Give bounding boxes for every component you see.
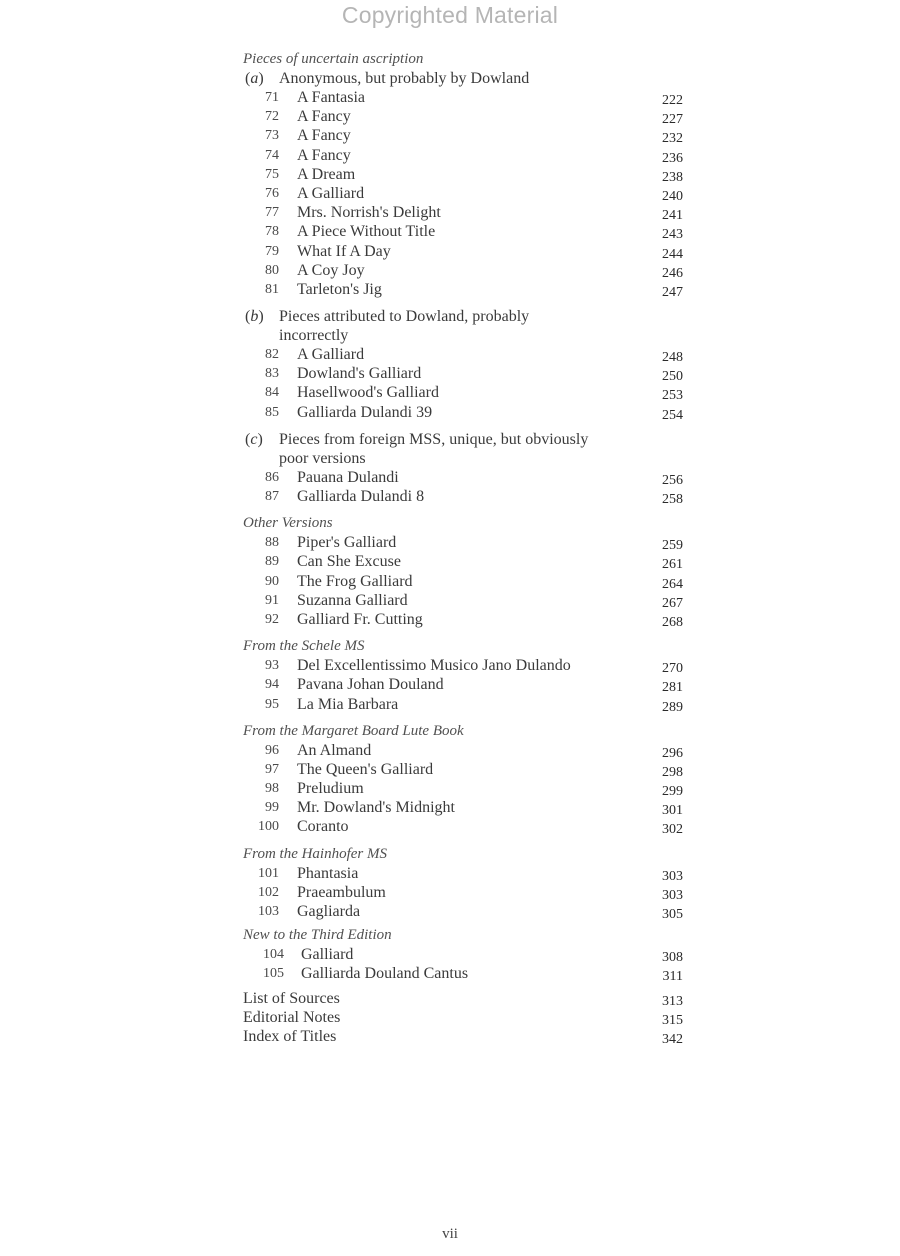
subsection-b-mark: (b) (245, 308, 264, 326)
subsection-a (243, 69, 683, 88)
toc-entry-97[interactable]: 97 The Queen's Galliard 298 (265, 760, 683, 780)
toc-entry-77[interactable]: 77 Mrs. Norrish's Delight 241 (265, 204, 683, 224)
toc-entry-85[interactable]: 85 Galliarda Dulandi 39 254 (265, 403, 683, 423)
subsection-a-title: Anonymous, but probably by Dowland (279, 70, 530, 87)
toc-entry-75[interactable]: 75 A Dream 238 (265, 165, 683, 185)
toc-entry-80[interactable]: 80 A Coy Joy 246 (265, 261, 683, 281)
list-back-matter (243, 989, 683, 1047)
subsection-b (243, 307, 683, 345)
toc-entry-98[interactable]: 98 Preludium 299 (265, 780, 683, 800)
page-number: vii (442, 1226, 458, 1242)
toc-entry-92[interactable]: 92 Galliard Fr. Cutting 268 (265, 610, 683, 630)
toc-entry-95[interactable]: 95 La Mia Barbara 289 (265, 695, 683, 715)
toc-entry-82[interactable]: 82 A Galliard 248 (265, 346, 683, 366)
list-third-edition (243, 945, 683, 983)
section-heading-margaret-board: From the Margaret Board Lute Book (243, 722, 464, 739)
toc-entry-101[interactable]: 101 Phantasia 303 (258, 864, 683, 884)
toc-entry-86[interactable]: 86 Pauana Dulandi 256 (265, 468, 683, 488)
toc-entry-editorial-notes[interactable]: Editorial Notes 315 (243, 1008, 683, 1028)
toc-entry-87[interactable]: 87 Galliarda Dulandi 8 258 (265, 488, 683, 507)
toc-entry-81[interactable]: 81 Tarleton's Jig 247 (265, 280, 683, 300)
subsection-c (243, 430, 683, 468)
toc-entry-76[interactable]: 76 A Galliard 240 (265, 184, 683, 204)
copyright-watermark: Copyrighted Material (341, 2, 559, 28)
toc-entry-102[interactable]: 102 Praeambulum 303 (258, 883, 683, 903)
section-heading-uncertain: Pieces of uncertain ascription (243, 51, 424, 67)
list-hainhofer (243, 864, 683, 922)
subsection-b-title-line2: incorrectly (279, 327, 349, 345)
toc-entry-100[interactable]: 100 Coranto 302 (258, 818, 683, 838)
list-uncertain-b (243, 345, 683, 422)
toc-entry-88[interactable]: 88 Piper's Galliard 259 (265, 534, 683, 554)
toc-entry-83[interactable]: 83 Dowland's Galliard 250 (265, 365, 683, 385)
toc-entry-90[interactable]: 90 The Frog Galliard 264 (265, 572, 683, 592)
subsection-b-title-line1: Pieces attributed to Dowland, probably (279, 308, 530, 326)
subsection-c-mark: (c) (245, 430, 263, 448)
toc-entry-84[interactable]: 84 Hasellwood's Galliard 253 (265, 384, 683, 404)
toc-entry-104[interactable]: 104 Galliard 308 (263, 946, 683, 966)
toc-entry-105[interactable]: 105 Galliarda Douland Cantus 311 (263, 965, 683, 985)
toc-entry-78[interactable]: 78 A Piece Without Title 243 (265, 223, 683, 243)
section-heading-schele: From the Schele MS (243, 638, 365, 655)
toc-entry-79[interactable]: 79 What If A Day 244 (265, 242, 683, 262)
subsection-a-mark: (a) (245, 70, 264, 87)
section-heading-other-versions: Other Versions (243, 515, 333, 532)
list-other-versions (243, 533, 683, 629)
toc-entry-94[interactable]: 94 Pavana Johan Douland 281 (265, 676, 683, 696)
toc-entry-93[interactable]: 93 Del Excellentissimo Musico Jano Dulando 270 (265, 657, 683, 677)
section-heading-hainhofer: From the Hainhofer MS (243, 845, 388, 862)
toc-entry-72[interactable]: 72 A Fancy 227 (265, 108, 683, 128)
table-of-contents (243, 50, 683, 1046)
toc-entry-91[interactable]: 91 Suzanna Galliard 267 (265, 591, 683, 611)
list-margaret-board (243, 741, 683, 837)
subsection-c-title-line2: poor versions (279, 449, 366, 467)
toc-entry-71[interactable]: 71 A Fantasia 222 (265, 89, 683, 108)
toc-entry-index-of-titles[interactable]: Index of Titles 342 (243, 1027, 683, 1047)
list-uncertain-c (243, 468, 683, 506)
list-schele (243, 656, 683, 714)
section-heading-third-edition: New to the Third Edition (243, 927, 392, 944)
toc-entry-74[interactable]: 74 A Fancy 236 (265, 146, 683, 166)
subsection-c-title-line1: Pieces from foreign MSS, unique, but obviously (279, 430, 589, 448)
toc-entry-list-of-sources[interactable]: List of Sources 313 (243, 989, 683, 1009)
toc-entry-89[interactable]: 89 Can She Excuse 261 (265, 553, 683, 573)
toc-entry-103[interactable]: 103 Gagliarda 305 (258, 903, 683, 922)
toc-entry-99[interactable]: 99 Mr. Dowland's Midnight 301 (265, 799, 683, 819)
list-uncertain-a (243, 88, 683, 299)
toc-entry-73[interactable]: 73 A Fancy 232 (265, 127, 683, 147)
toc-entry-96[interactable]: 96 An Almand 296 (265, 741, 683, 761)
